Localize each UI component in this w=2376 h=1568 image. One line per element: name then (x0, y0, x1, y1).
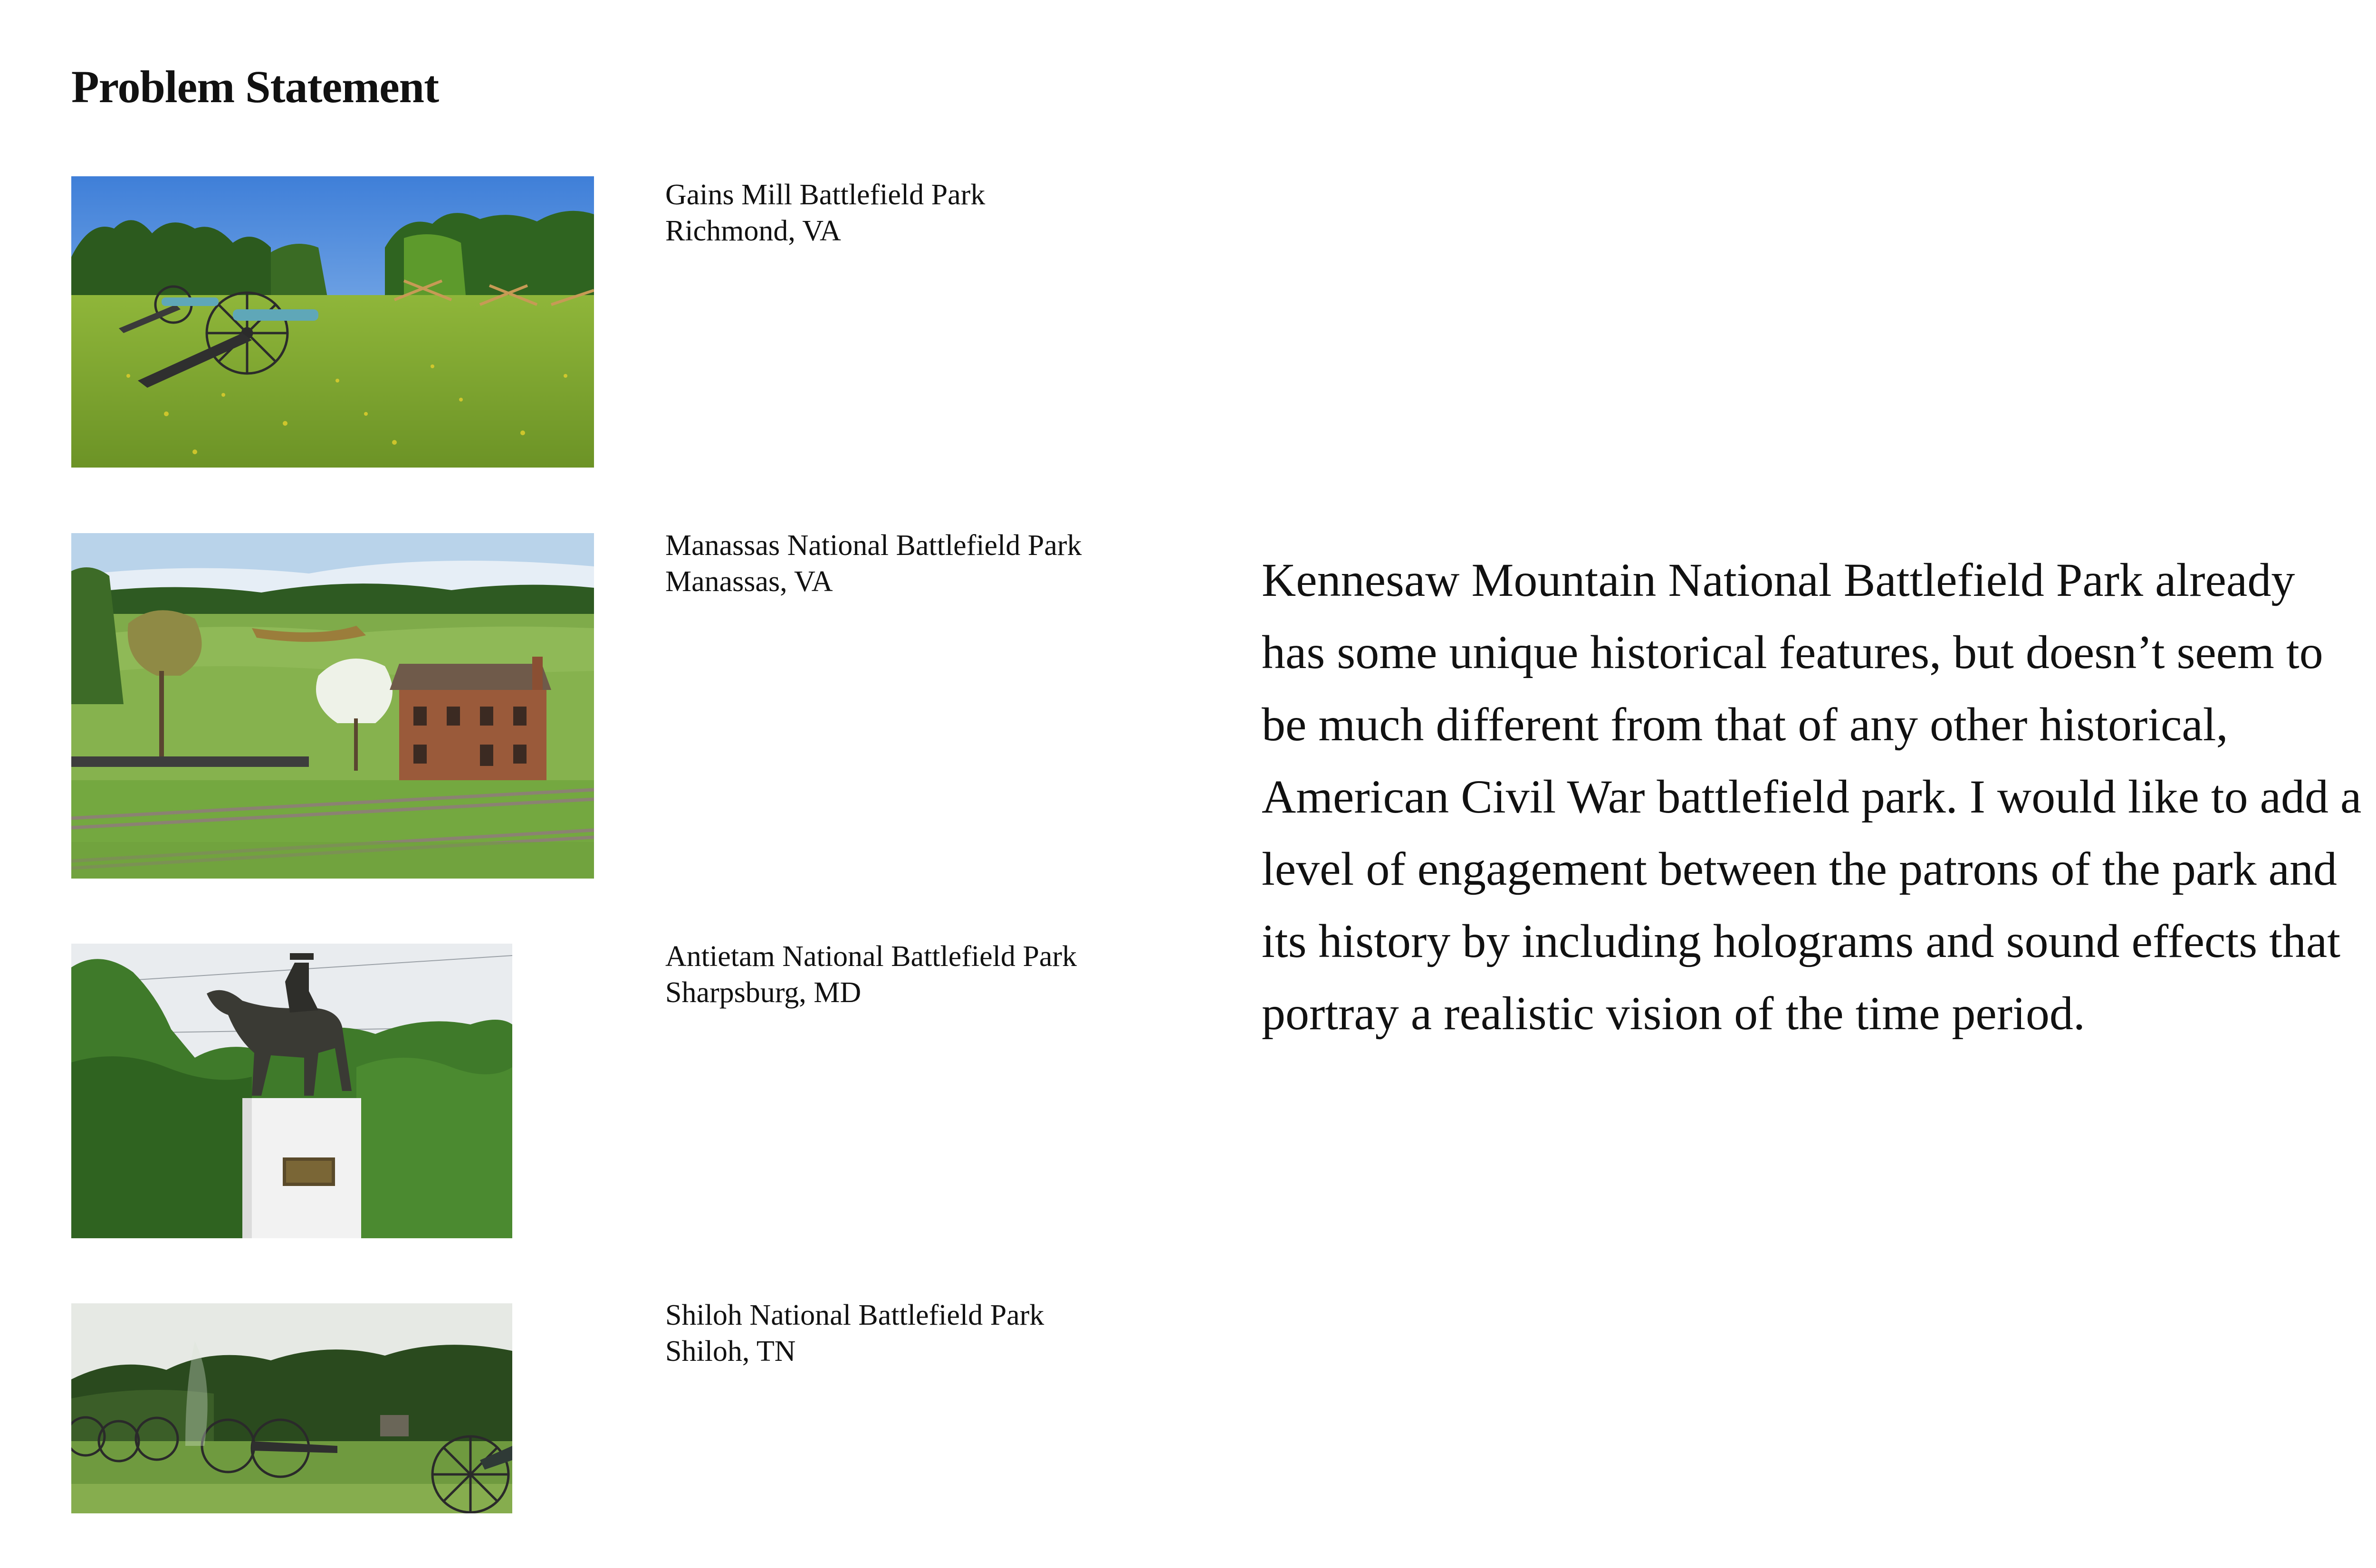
park-caption-manassas (665, 527, 1188, 600)
manassas-photo (71, 533, 594, 879)
park-caption-gains-mill (665, 177, 1188, 249)
park-caption-shiloh (665, 1297, 1188, 1369)
problem-statement-text: Kennesaw Mountain National Battlefield Park already has some unique historical features, but doesn’t seem to be much different from that of any other historical, American Civil War battlefield park. I would like to add a level of engagement between the patrons of the park and its history by including holograms and sound effects that portray a realistic vision of the time period. (1262, 554, 2362, 1040)
park-location: Manassas, VA (665, 565, 833, 598)
shiloh-photo (71, 1303, 512, 1513)
gains-mill-photo (71, 176, 594, 468)
cannon-field-photo-icon (71, 176, 594, 468)
park-name: Shiloh National Battlefield Park (665, 1299, 1044, 1331)
cannon-row-photo-icon (71, 1303, 512, 1513)
park-location: Shiloh, TN (665, 1335, 796, 1367)
park-location: Sharpsburg, MD (665, 976, 862, 1009)
antietam-photo (71, 944, 512, 1238)
park-name: Gains Mill Battlefield Park (665, 179, 986, 211)
page-title: Problem Statement (71, 61, 439, 112)
park-location: Richmond, VA (665, 215, 841, 247)
park-name: Antietam National Battlefield Park (665, 940, 1077, 973)
equestrian-statue-photo-icon (71, 944, 512, 1238)
park-name: Manassas National Battlefield Park (665, 529, 1082, 562)
stone-house-photo-icon (71, 533, 594, 879)
park-caption-antietam (665, 938, 1188, 1011)
